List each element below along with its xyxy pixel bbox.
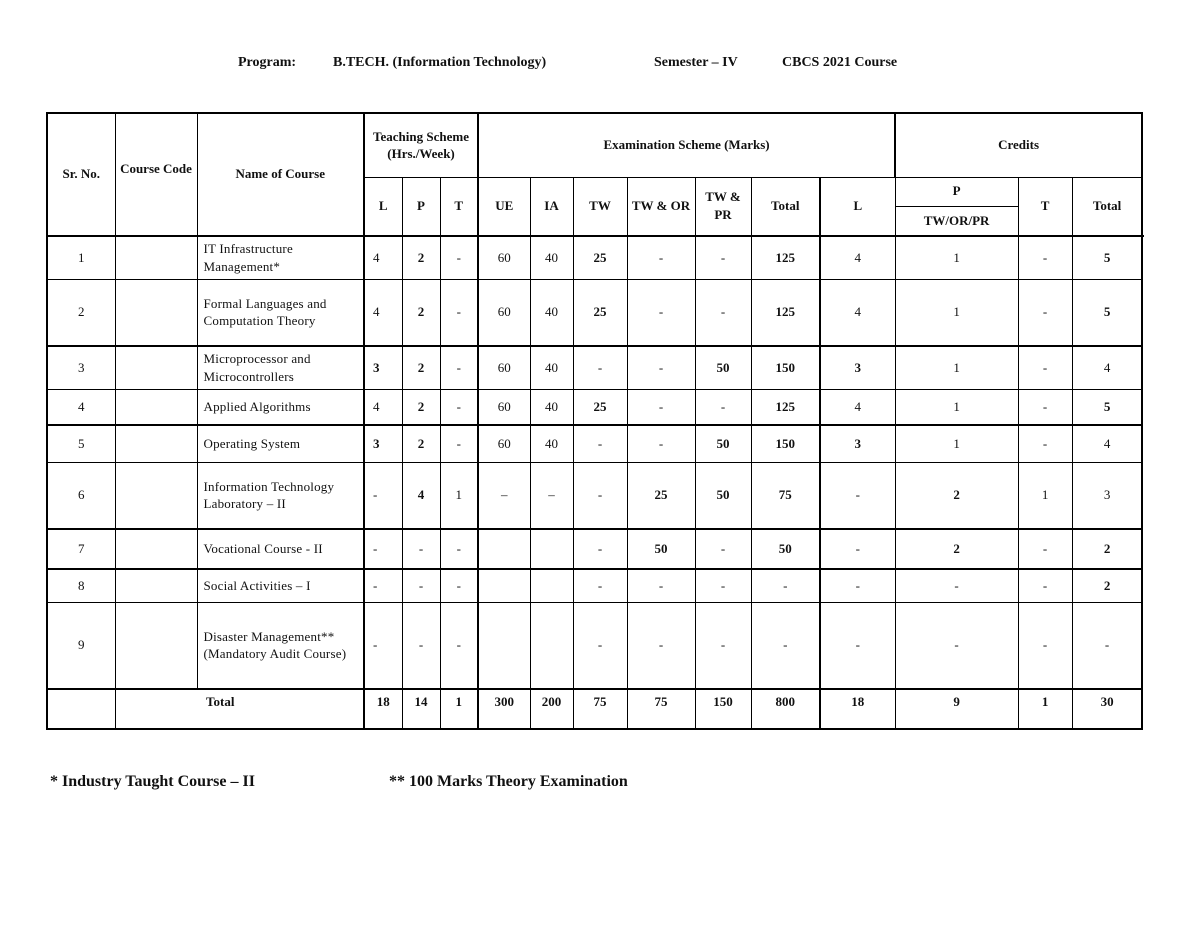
- cell-ia: [530, 529, 573, 569]
- cell-ue: 60: [478, 236, 530, 280]
- cell-credit-l: 3: [820, 425, 895, 463]
- cell-sr-no: 1: [47, 236, 115, 280]
- cell-course-name: Operating System: [197, 425, 364, 463]
- totals-tw-pr: 150: [695, 689, 751, 729]
- cell-credit-total: 4: [1072, 425, 1142, 463]
- cell-p: 2: [402, 425, 440, 463]
- header-tw-pr: TW & PR: [695, 177, 751, 236]
- cell-t: -: [440, 569, 478, 603]
- cell-exam-total: 150: [751, 425, 820, 463]
- totals-tw-or: 75: [627, 689, 695, 729]
- cell-course-code: [115, 529, 197, 569]
- cell-tw-or: 25: [627, 463, 695, 529]
- cell-credit-t: -: [1018, 529, 1072, 569]
- totals-t: 1: [440, 689, 478, 729]
- course-pattern-label: CBCS 2021 Course: [782, 55, 898, 70]
- cell-p: 2: [402, 236, 440, 280]
- cell-ia: 40: [530, 425, 573, 463]
- cell-credit-t: -: [1018, 569, 1072, 603]
- cell-tw: -: [573, 346, 627, 390]
- cell-course-code: [115, 280, 197, 346]
- totals-credit-t: 1: [1018, 689, 1072, 729]
- table-row: [47, 463, 1142, 529]
- cell-t: -: [440, 529, 478, 569]
- totals-sr-blank: [47, 689, 115, 729]
- totals-label: Total: [115, 689, 364, 729]
- cell-sr-no: 7: [47, 529, 115, 569]
- cell-ue: 60: [478, 425, 530, 463]
- totals-tw: 75: [573, 689, 627, 729]
- header-credit-p-label: P: [896, 178, 1018, 207]
- table-row: [47, 390, 1142, 425]
- course-scheme-table: [46, 112, 1143, 730]
- cell-tw-pr: -: [695, 390, 751, 425]
- cell-credit-p: 2: [895, 463, 1018, 529]
- totals-ue: 300: [478, 689, 530, 729]
- cell-ia: [530, 603, 573, 689]
- header-credit-p: [895, 177, 1018, 236]
- header-exam-scheme: Examination Scheme (Marks): [478, 113, 895, 177]
- cell-tw: 25: [573, 280, 627, 346]
- cell-course-name: Microprocessor and Microcontrollers: [197, 346, 364, 390]
- cell-p: -: [402, 569, 440, 603]
- cell-l: 4: [364, 390, 402, 425]
- cell-l: 4: [364, 236, 402, 280]
- table-row: [47, 603, 1142, 689]
- cell-course-code: [115, 463, 197, 529]
- cell-p: -: [402, 603, 440, 689]
- cell-course-name: Formal Languages and Computation Theory: [197, 280, 364, 346]
- cell-tw-or: 50: [627, 529, 695, 569]
- cell-course-code: [115, 425, 197, 463]
- cell-l: -: [364, 603, 402, 689]
- cell-p: 2: [402, 390, 440, 425]
- cell-tw-or: -: [627, 390, 695, 425]
- cell-tw-pr: -: [695, 569, 751, 603]
- cell-credit-l: 4: [820, 390, 895, 425]
- program-label: Program:: [238, 55, 297, 70]
- table-row: [47, 346, 1142, 390]
- cell-course-name: Information Technology Laboratory – II: [197, 463, 364, 529]
- cell-tw-or: -: [627, 425, 695, 463]
- cell-ia: 40: [530, 346, 573, 390]
- cell-t: -: [440, 390, 478, 425]
- cell-t: -: [440, 236, 478, 280]
- cell-credit-l: 4: [820, 280, 895, 346]
- header-credit-t: T: [1018, 177, 1072, 236]
- cell-tw: -: [573, 529, 627, 569]
- header-exam-total: Total: [751, 177, 820, 236]
- cell-p: -: [402, 529, 440, 569]
- cell-credit-p: 1: [895, 390, 1018, 425]
- cell-ue: –: [478, 463, 530, 529]
- cell-tw-pr: -: [695, 236, 751, 280]
- header-teaching-scheme: Teaching Scheme (Hrs./Week): [364, 113, 478, 177]
- header-ia: IA: [530, 177, 573, 236]
- totals-credit-p: 9: [895, 689, 1018, 729]
- cell-t: 1: [440, 463, 478, 529]
- cell-tw-pr: -: [695, 603, 751, 689]
- cell-credit-total: 3: [1072, 463, 1142, 529]
- cell-credit-total: 5: [1072, 390, 1142, 425]
- header-credits: Credits: [895, 113, 1142, 177]
- cell-course-code: [115, 346, 197, 390]
- table-row: [47, 569, 1142, 603]
- cell-p: 2: [402, 280, 440, 346]
- cell-credit-t: -: [1018, 280, 1072, 346]
- cell-credit-p: 1: [895, 346, 1018, 390]
- cell-tw: 25: [573, 236, 627, 280]
- footnote-industry-course: * Industry Taught Course – II: [50, 773, 255, 790]
- cell-sr-no: 5: [47, 425, 115, 463]
- cell-ia: –: [530, 463, 573, 529]
- cell-credit-l: 4: [820, 236, 895, 280]
- cell-credit-total: 5: [1072, 280, 1142, 346]
- cell-credit-p: 2: [895, 529, 1018, 569]
- cell-exam-total: 125: [751, 280, 820, 346]
- cell-credit-l: -: [820, 569, 895, 603]
- cell-p: 2: [402, 346, 440, 390]
- cell-credit-t: -: [1018, 390, 1072, 425]
- cell-tw-or: -: [627, 236, 695, 280]
- cell-l: -: [364, 463, 402, 529]
- totals-exam-total: 800: [751, 689, 820, 729]
- cell-credit-total: 5: [1072, 236, 1142, 280]
- totals-row: [47, 689, 1142, 729]
- semester-label: Semester – IV: [654, 55, 738, 70]
- cell-credit-p: 1: [895, 236, 1018, 280]
- cell-t: -: [440, 425, 478, 463]
- page-header: [0, 55, 1200, 75]
- cell-course-code: [115, 236, 197, 280]
- cell-tw-or: -: [627, 569, 695, 603]
- header-l: L: [364, 177, 402, 236]
- header-p: P: [402, 177, 440, 236]
- cell-ue: [478, 569, 530, 603]
- header-credit-l: L: [820, 177, 895, 236]
- cell-exam-total: -: [751, 569, 820, 603]
- cell-l: 3: [364, 346, 402, 390]
- cell-tw-pr: 50: [695, 425, 751, 463]
- header-tw-or: TW & OR: [627, 177, 695, 236]
- cell-tw-or: -: [627, 603, 695, 689]
- cell-course-name: IT Infrastructure Management*: [197, 236, 364, 280]
- table-row: [47, 529, 1142, 569]
- cell-credit-p: -: [895, 603, 1018, 689]
- cell-credit-total: 4: [1072, 346, 1142, 390]
- cell-ia: [530, 569, 573, 603]
- cell-credit-l: -: [820, 603, 895, 689]
- cell-tw-pr: -: [695, 280, 751, 346]
- cell-credit-l: 3: [820, 346, 895, 390]
- cell-tw-pr: -: [695, 529, 751, 569]
- cell-exam-total: 75: [751, 463, 820, 529]
- cell-credit-t: -: [1018, 603, 1072, 689]
- cell-credit-total: 2: [1072, 529, 1142, 569]
- cell-tw-or: -: [627, 346, 695, 390]
- footnote-theory-exam: ** 100 Marks Theory Examination: [389, 773, 628, 790]
- header-credit-p-sub: TW/OR/PR: [923, 212, 990, 228]
- cell-sr-no: 3: [47, 346, 115, 390]
- cell-p: 4: [402, 463, 440, 529]
- table-row: [47, 280, 1142, 346]
- cell-course-name: Vocational Course - II: [197, 529, 364, 569]
- header-ue: UE: [478, 177, 530, 236]
- totals-ia: 200: [530, 689, 573, 729]
- cell-exam-total: -: [751, 603, 820, 689]
- cell-t: -: [440, 346, 478, 390]
- cell-ue: 60: [478, 280, 530, 346]
- cell-tw: -: [573, 425, 627, 463]
- cell-l: -: [364, 569, 402, 603]
- cell-l: 3: [364, 425, 402, 463]
- totals-l: 18: [364, 689, 402, 729]
- cell-tw-or: -: [627, 280, 695, 346]
- cell-course-name: Social Activities – I: [197, 569, 364, 603]
- cell-ia: 40: [530, 280, 573, 346]
- cell-ue: [478, 529, 530, 569]
- cell-credit-t: 1: [1018, 463, 1072, 529]
- cell-ia: 40: [530, 236, 573, 280]
- cell-ia: 40: [530, 390, 573, 425]
- cell-sr-no: 4: [47, 390, 115, 425]
- cell-ue: [478, 603, 530, 689]
- cell-credit-p: -: [895, 569, 1018, 603]
- table-row: [47, 425, 1142, 463]
- cell-credit-t: -: [1018, 346, 1072, 390]
- cell-tw: -: [573, 569, 627, 603]
- cell-tw: 25: [573, 390, 627, 425]
- cell-credit-t: -: [1018, 236, 1072, 280]
- cell-sr-no: 9: [47, 603, 115, 689]
- cell-credit-p: 1: [895, 425, 1018, 463]
- program-value: B.TECH. (Information Technology): [333, 55, 547, 70]
- cell-l: 4: [364, 280, 402, 346]
- totals-credit-total: 30: [1072, 689, 1142, 729]
- cell-ue: 60: [478, 390, 530, 425]
- cell-tw-pr: 50: [695, 346, 751, 390]
- cell-credit-l: -: [820, 529, 895, 569]
- cell-l: -: [364, 529, 402, 569]
- cell-credit-t: -: [1018, 425, 1072, 463]
- cell-sr-no: 2: [47, 280, 115, 346]
- cell-course-code: [115, 569, 197, 603]
- cell-course-name: Applied Algorithms: [197, 390, 364, 425]
- header-sr-no: Sr. No.: [47, 113, 115, 236]
- cell-exam-total: 125: [751, 236, 820, 280]
- header-tw: TW: [573, 177, 627, 236]
- cell-sr-no: 8: [47, 569, 115, 603]
- cell-credit-total: 2: [1072, 569, 1142, 603]
- cell-tw: -: [573, 463, 627, 529]
- cell-course-name: Disaster Management** (Mandatory Audit Course): [197, 603, 364, 689]
- totals-p: 14: [402, 689, 440, 729]
- footnotes: [0, 773, 1200, 795]
- cell-credit-total: -: [1072, 603, 1142, 689]
- totals-credit-l: 18: [820, 689, 895, 729]
- cell-exam-total: 50: [751, 529, 820, 569]
- header-credit-total: Total: [1072, 177, 1142, 236]
- cell-course-code: [115, 603, 197, 689]
- cell-credit-l: -: [820, 463, 895, 529]
- cell-ue: 60: [478, 346, 530, 390]
- header-course-name: Name of Course: [197, 113, 364, 236]
- cell-t: -: [440, 280, 478, 346]
- cell-sr-no: 6: [47, 463, 115, 529]
- cell-credit-p: 1: [895, 280, 1018, 346]
- cell-t: -: [440, 603, 478, 689]
- cell-exam-total: 150: [751, 346, 820, 390]
- cell-exam-total: 125: [751, 390, 820, 425]
- cell-course-code: [115, 390, 197, 425]
- cell-tw-pr: 50: [695, 463, 751, 529]
- header-t: T: [440, 177, 478, 236]
- cell-tw: -: [573, 603, 627, 689]
- table-row: [47, 236, 1142, 280]
- header-course-code: Course Code: [115, 113, 197, 236]
